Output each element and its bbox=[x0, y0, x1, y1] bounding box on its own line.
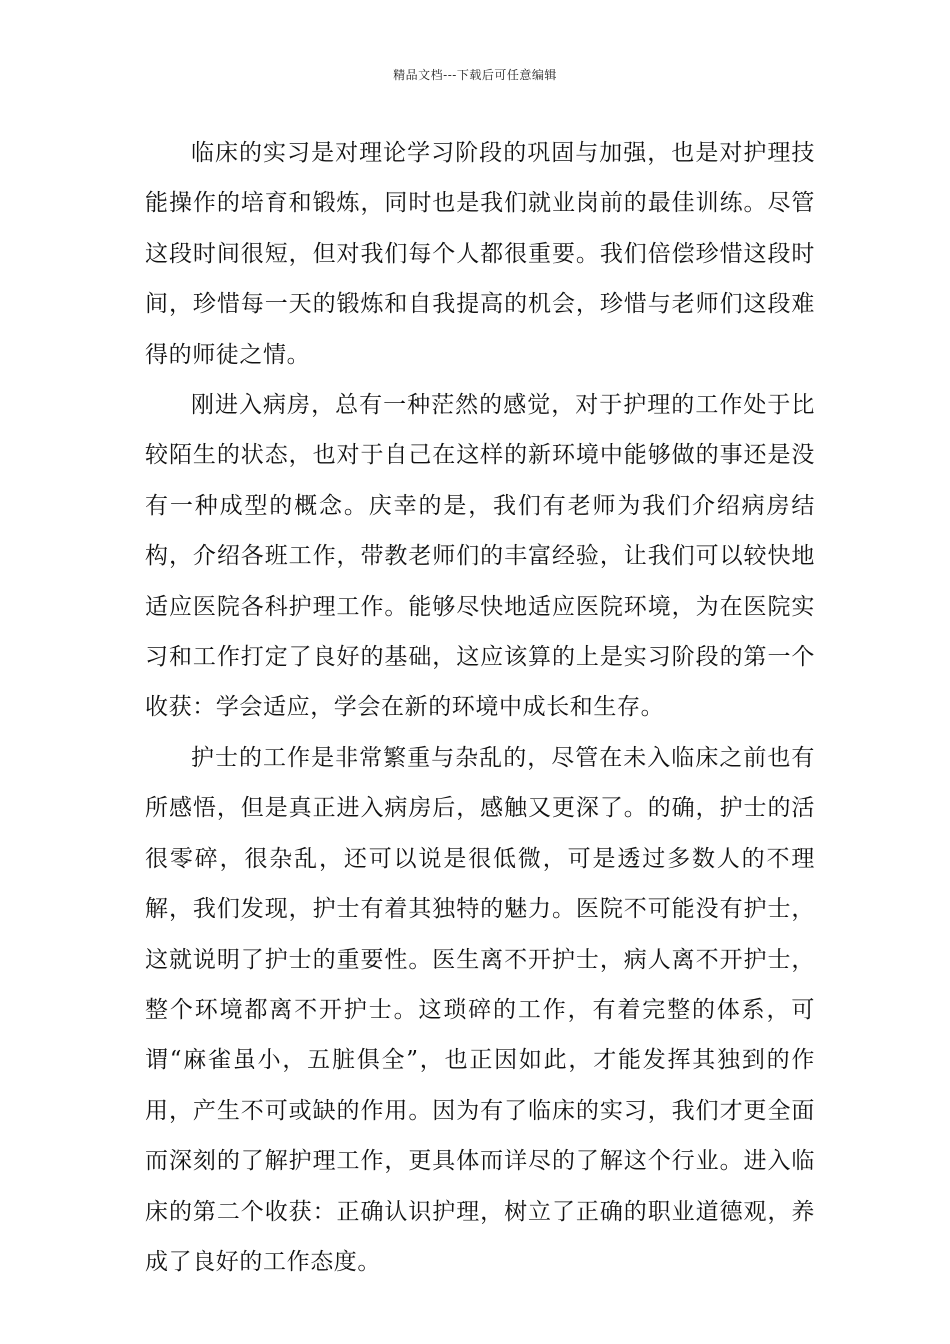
paragraph-3: 护士的工作是非常繁重与杂乱的，尽管在未入临床之前也有所感悟，但是真正进入病房后，感触又更深了。的确，护士的活很零碎，很杂乱，还可以说是很低微，可是透过多数人的不理解，我们发现，护士有着其独特的魅力。医院不可能没有护士，这就说明了护士的重要性。医生离不开护士，病人离不开护士，整个环境都离不开护士。这琐碎的工作，有着完整的体系，可谓“麻雀虽小，五脏俱全”，也正因如此，才能发挥其独到的作用，产生不可或缺的作用。因为有了临床的实习，我们才更全面而深刻的了解护理工作，更具体而详尽的了解这个行业。进入临床的第二个收获：正确认识护理，树立了正确的职业道德观，养成了良好的工作态度。 bbox=[145, 744, 815, 1275]
paragraph-2: 刚进入病房，总有一种茫然的感觉，对于护理的工作处于比较陌生的状态，也对于自己在这样的新环境中能够做的事还是没有一种成型的概念。庆幸的是，我们有老师为我们介绍病房结构，介绍各班工作，带教老师们的丰富经验，让我们可以较快地适应医院各科护理工作。能够尽快地适应医院环境，为在医院实习和工作打定了良好的基础，这应该算的上是实习阶段的第一个收获：学会适应，学会在新的环境中成长和生存。 bbox=[145, 392, 815, 721]
paragraph-1: 临床的实习是对理论学习阶段的巩固与加强，也是对护理技能操作的培育和锻炼，同时也是我们就业岗前的最佳训练。尽管这段时间很短，但对我们每个人都很重要。我们倍偿珍惜这段时间，珍惜每一天的锻炼和自我提高的机会，珍惜与老师们这段难得的师徒之情。 bbox=[145, 140, 815, 368]
page-header: 精品文档---下载后可任意编辑 bbox=[393, 68, 557, 82]
document-body bbox=[145, 128, 815, 1287]
